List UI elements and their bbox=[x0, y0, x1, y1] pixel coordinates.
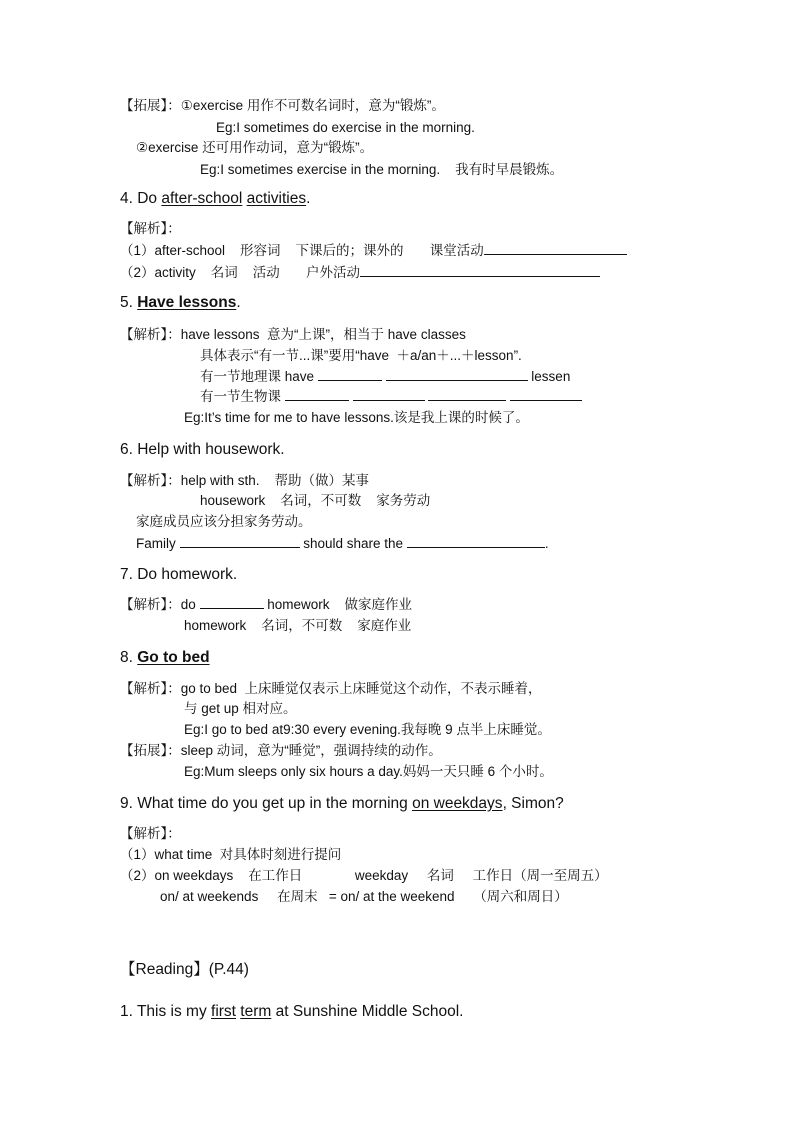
analysis-line bbox=[200, 390, 582, 404]
analysis-tag: 【解析】： bbox=[120, 826, 181, 841]
underlined-word: term bbox=[240, 1003, 272, 1020]
analysis-line bbox=[120, 266, 600, 280]
analysis-line: homework 名词，不可数 家庭作业 bbox=[184, 618, 412, 633]
analysis-line: 家庭成员应该分担家务劳动。 bbox=[136, 514, 312, 529]
analysis-tag: 【解析】： bbox=[120, 597, 181, 612]
analysis-line bbox=[120, 682, 542, 696]
extension-line bbox=[120, 744, 442, 758]
fill-blank[interactable] bbox=[360, 275, 600, 277]
analysis-line: on/ at weekends 在周末 = on/ at the weekend （周六和周日） bbox=[160, 889, 568, 904]
item-6-heading: 6. Help with housework. bbox=[120, 441, 285, 458]
fill-blank[interactable] bbox=[510, 399, 582, 401]
analysis-line bbox=[120, 328, 466, 342]
fill-blank[interactable] bbox=[180, 546, 300, 548]
analysis-line: 具体表示“有一节...课”要用“have ＋a/an＋...＋lesson”. bbox=[200, 348, 522, 363]
item-number: 4. Do bbox=[120, 190, 162, 207]
item-text: 9. What time do you get up in the morning bbox=[120, 795, 413, 812]
analysis-text: have lessons 意为“上课”，相当于 have classes bbox=[180, 327, 466, 342]
item-5-heading bbox=[120, 295, 241, 311]
reading-heading: 【Reading】(P.44) bbox=[120, 961, 249, 978]
analysis-tag: 【解析】： bbox=[120, 221, 181, 236]
item-text: , Simon? bbox=[502, 795, 564, 812]
fill-blank[interactable] bbox=[318, 379, 382, 381]
item-8-heading bbox=[120, 650, 210, 666]
analysis-text: go to bed 上床睡觉仅表示上床睡觉这个动作，不表示睡着， bbox=[180, 681, 542, 696]
underlined-phrase: on weekdays bbox=[412, 795, 503, 812]
fill-blank[interactable] bbox=[386, 379, 528, 381]
analysis-text: 有一节地理课 have bbox=[200, 369, 318, 384]
underlined-phrase: Go to bed bbox=[137, 649, 210, 666]
analysis-text: should share the bbox=[299, 536, 407, 551]
period: . bbox=[306, 190, 311, 207]
underlined-phrase: Have lessons bbox=[137, 294, 237, 311]
extension-line-2: ②exercise 还可用作动词，意为“锻炼”。 bbox=[136, 140, 374, 155]
analysis-line: housework 名词，不可数 家务劳动 bbox=[200, 493, 431, 508]
fill-blank[interactable] bbox=[353, 399, 425, 401]
extension-tag: 【拓展】： bbox=[120, 98, 181, 113]
fill-blank[interactable] bbox=[407, 546, 545, 548]
analysis-line bbox=[120, 244, 627, 258]
item-number: 8. bbox=[120, 649, 138, 666]
fill-blank[interactable] bbox=[285, 399, 349, 401]
analysis-line: （1）what time 对具体时刻进行提问 bbox=[120, 847, 342, 862]
underlined-word: first bbox=[211, 1003, 236, 1020]
extension-text: sleep 动词，意为“睡觉”，强调持续的动作。 bbox=[180, 743, 442, 758]
analysis-line: 与 get up 相对应。 bbox=[184, 701, 297, 716]
analysis-tag: 【解析】： bbox=[120, 681, 181, 696]
reading-item-1 bbox=[120, 1004, 463, 1020]
period: . bbox=[236, 294, 241, 311]
extension-tag: 【拓展】： bbox=[120, 743, 181, 758]
extension-text: ①exercise 用作不可数名词时，意为“锻炼”。 bbox=[180, 98, 445, 113]
extension-line-1 bbox=[120, 99, 445, 113]
analysis-line bbox=[120, 598, 412, 612]
analysis-text: （2）activity 名词 活动 户外活动 bbox=[120, 265, 361, 280]
example-sentence: Eg:I go to bed at9:30 every evening.我每晚 9 点半上床睡觉。 bbox=[184, 722, 551, 737]
analysis-line bbox=[120, 474, 369, 488]
analysis-text: do bbox=[180, 597, 200, 612]
underlined-phrase: after-school bbox=[161, 190, 243, 207]
analysis-line: （2）on weekdays 在工作日 weekday 名词 工作日（周一至周五） bbox=[120, 868, 608, 883]
analysis-text: help with sth. 帮助（做）某事 bbox=[180, 473, 370, 488]
analysis-tag: 【解析】： bbox=[120, 473, 181, 488]
analysis-line bbox=[136, 537, 549, 551]
underlined-phrase: activities bbox=[246, 190, 307, 207]
analysis-text: Family bbox=[136, 536, 180, 551]
analysis-text: homework 做家庭作业 bbox=[263, 597, 413, 612]
analysis-text: . bbox=[544, 536, 549, 551]
analysis-tag: 【解析】： bbox=[120, 327, 181, 342]
example-sentence: Eg:I sometimes exercise in the morning. 我有时早晨锻炼。 bbox=[200, 162, 564, 177]
analysis-text: 有一节生物课 bbox=[200, 389, 285, 404]
example-sentence: Eg:I sometimes do exercise in the morning. bbox=[216, 120, 475, 135]
analysis-line bbox=[200, 370, 570, 384]
item-number: 5. bbox=[120, 294, 138, 311]
fill-blank[interactable] bbox=[428, 399, 506, 401]
item-4-heading bbox=[120, 191, 310, 207]
item-9-heading bbox=[120, 796, 564, 812]
fill-blank[interactable] bbox=[484, 253, 627, 255]
example-sentence: Eg:It’s time for me to have lessons.该是我上课的时候了。 bbox=[184, 410, 529, 425]
item-7-heading: 7. Do homework. bbox=[120, 566, 238, 583]
example-sentence: Eg:Mum sleeps only six hours a day.妈妈一天只睡 6 个小时。 bbox=[184, 764, 553, 779]
analysis-text: （1）after-school 形容词 下课后的；课外的 课堂活动 bbox=[120, 243, 484, 258]
analysis-text: lessen bbox=[527, 369, 571, 384]
item-text: 1. This is my bbox=[120, 1003, 212, 1020]
fill-blank[interactable] bbox=[200, 607, 264, 609]
item-text: at Sunshine Middle School. bbox=[271, 1003, 464, 1020]
